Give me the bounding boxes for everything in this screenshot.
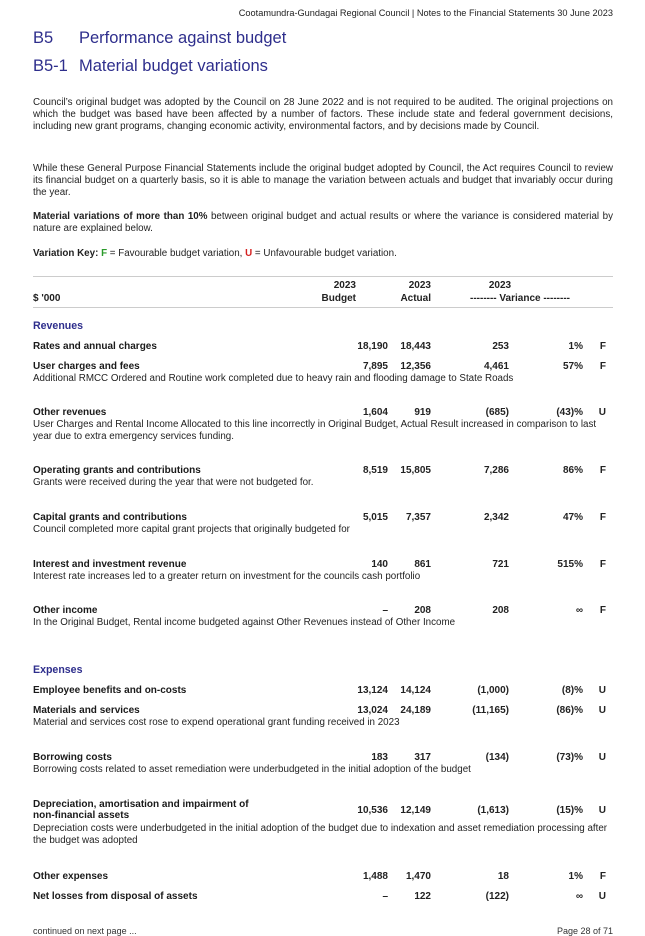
actual-value: 1,470 <box>405 871 431 882</box>
actual-header: Actual <box>400 293 431 304</box>
variance-explanation: Depreciation costs were underbudgeted in the initial adoption of the budget due to indexation and asset remediation processing after the budget was adopted <box>33 823 608 847</box>
variance-value: (685) <box>485 407 509 418</box>
unit-header: $ '000 <box>33 293 61 304</box>
section-title-text: Performance against budget <box>79 29 287 47</box>
variance-flag: F <box>599 512 606 523</box>
variance-explanation: Council completed more capital grant projects that originally budgeted for <box>33 524 350 535</box>
variance-percent: (15)% <box>556 805 583 816</box>
variance-percent: ∞ <box>575 605 583 616</box>
budget-value: 1,488 <box>362 871 388 882</box>
budget-value: 140 <box>371 559 388 570</box>
variance-value: (11,165) <box>472 705 509 716</box>
variance-explanation: Grants were received during the year that were not budgeted for. <box>33 477 314 488</box>
actual-value: 14,124 <box>400 685 431 696</box>
budget-value: – <box>382 891 388 902</box>
variance-percent: (43)% <box>556 407 583 418</box>
budget-value: 10,536 <box>357 805 388 816</box>
variance-flag: U <box>598 705 606 716</box>
variance-flag: U <box>598 805 606 816</box>
actual-value: 919 <box>414 407 431 418</box>
actual-value: 208 <box>414 605 431 616</box>
row-label: Operating grants and contributions <box>33 465 201 476</box>
row-label: Borrowing costs <box>33 752 112 763</box>
variance-value: 7,286 <box>483 465 509 476</box>
expenses-heading: Expenses <box>33 664 83 676</box>
row-label: Depreciation, amortisation and impairment of <box>33 799 249 810</box>
unfavourable-text: = Unfavourable budget variation. <box>252 248 397 259</box>
variance-percent: (8)% <box>561 685 583 696</box>
variance-value: (1,613) <box>477 805 509 816</box>
variance-flag: U <box>598 407 606 418</box>
budget-value: 1,604 <box>362 407 388 418</box>
section-number: B5 <box>33 29 54 47</box>
actual-year-header: 2023 <box>408 280 431 291</box>
subsection-title <box>33 57 268 76</box>
budget-value: 8,519 <box>362 465 388 476</box>
header-bottom-rule <box>33 307 613 308</box>
variance-explanation: Material and services cost rose to expend operational grant funding received in 2023 <box>33 717 400 728</box>
budget-header: Budget <box>321 293 356 304</box>
revenues-heading: Revenues <box>33 320 84 332</box>
actual-value: 12,356 <box>400 361 431 372</box>
unfavourable-flag: U <box>245 248 253 259</box>
variance-flag: F <box>599 341 606 352</box>
variance-flag: U <box>598 752 606 763</box>
row-label: User charges and fees <box>33 361 140 372</box>
row-label: Other revenues <box>33 407 107 418</box>
materiality-rest: between original budget and actual results or where the variance is considered material by nature are explained below. <box>33 211 613 235</box>
budget-value: 5,015 <box>362 512 388 523</box>
row-label: Interest and investment revenue <box>33 559 187 570</box>
variance-percent: 86% <box>562 465 583 476</box>
variance-header: -------- Variance -------- <box>470 293 570 304</box>
variance-flag: F <box>599 361 606 372</box>
variance-percent: (73)% <box>556 752 583 763</box>
variance-flag: U <box>598 685 606 696</box>
budget-value: 7,895 <box>362 361 388 372</box>
variance-value: 253 <box>492 341 509 352</box>
variance-value: (122) <box>485 891 509 902</box>
actual-value: 317 <box>414 752 431 763</box>
variance-percent: 1% <box>568 871 583 882</box>
favourable-flag: F <box>101 248 108 259</box>
budget-value: 13,024 <box>357 705 388 716</box>
row-label: Capital grants and contributions <box>33 512 187 523</box>
variance-percent: 515% <box>557 559 583 570</box>
variance-percent: 47% <box>562 512 583 523</box>
variance-value: 18 <box>497 871 509 882</box>
table-top-rule <box>33 276 613 277</box>
page-header: Cootamundra-Gundagai Regional Council | Notes to the Financial Statements 30 June 2023 <box>238 8 613 18</box>
variation-key-label: Variation Key: <box>33 248 99 259</box>
row-label: Other expenses <box>33 871 109 882</box>
actual-value: 15,805 <box>400 465 431 476</box>
variance-value: 2,342 <box>483 512 509 523</box>
variance-explanation: Additional RMCC Ordered and Routine work completed due to heavy rain and flooding damage to State Roads <box>33 373 514 384</box>
materiality-bold: Material variations of more than 10% <box>33 211 208 222</box>
variance-flag: U <box>598 891 606 902</box>
variance-value: 208 <box>492 605 509 616</box>
variance-flag: F <box>599 605 606 616</box>
variance-percent: ∞ <box>575 891 583 902</box>
budget-value: 183 <box>371 752 388 763</box>
row-label: Net losses from disposal of assets <box>33 891 198 902</box>
variance-value: (134) <box>485 752 509 763</box>
row-label: Materials and services <box>33 705 140 716</box>
variation-key <box>33 248 613 260</box>
variance-explanation: Interest rate increases led to a greater return on investment for the councils cash portfolio <box>33 571 421 582</box>
row-label: Employee benefits and on-costs <box>33 685 187 696</box>
subsection-number: B5-1 <box>33 57 68 75</box>
review-paragraph: While these General Purpose Financial Statements include the original budget adopted by Council, the Act requires Council to review its financial budget on a quarterly basis, so it is able to manage the variation between actuals and budget that invariably occur during the year. <box>33 163 613 199</box>
variance-flag: F <box>599 465 606 476</box>
budget-value: 13,124 <box>357 685 388 696</box>
variance-value: 721 <box>492 559 509 570</box>
row-label: Rates and annual charges <box>33 341 157 352</box>
variance-explanation: In the Original Budget, Rental income budgeted against Other Revenues instead of Other Income <box>33 617 456 628</box>
continued-note: continued on next page ... <box>33 926 137 936</box>
row-label-line2: non-financial assets <box>33 810 130 821</box>
variance-percent: (86)% <box>556 705 583 716</box>
variance-year-header: 2023 <box>488 280 512 291</box>
actual-value: 122 <box>414 891 431 902</box>
variance-flag: F <box>599 559 606 570</box>
page-number: Page 28 of 71 <box>556 926 613 936</box>
budget-value: 18,190 <box>357 341 388 352</box>
budget-year-header: 2023 <box>333 280 356 291</box>
budget-value: – <box>382 605 388 616</box>
variance-value: 4,461 <box>483 361 509 372</box>
actual-value: 861 <box>414 559 431 570</box>
actual-value: 7,357 <box>405 512 431 523</box>
actual-value: 12,149 <box>400 805 431 816</box>
actual-value: 24,189 <box>400 705 431 716</box>
materiality-paragraph <box>33 211 613 235</box>
section-title <box>33 29 286 48</box>
variance-explanation: Borrowing costs related to asset remediation were underbudgeted in the initial adoption of the budget <box>33 764 471 775</box>
variance-explanation: User Charges and Rental Income Allocated to this line incorrectly in Original Budget, Actual Result increased in comparison to last year due to extra emergency services funding. <box>33 419 597 443</box>
subsection-title-text: Material budget variations <box>79 57 268 75</box>
variance-percent: 57% <box>562 361 583 372</box>
intro-paragraph: Council’s original budget was adopted by the Council on 28 June 2022 and is not required to be audited. The original projections on which the budget was based have been affected by a number of factors. These include state and federal government decisions, including new grant programs, changing economic activity, environmental factors, and by decisions made by Council. <box>33 97 613 133</box>
variance-percent: 1% <box>568 341 583 352</box>
row-label: Other income <box>33 605 98 616</box>
variance-value: (1,000) <box>477 685 509 696</box>
variance-flag: F <box>599 871 606 882</box>
favourable-text: = Favourable budget variation, <box>107 248 246 259</box>
actual-value: 18,443 <box>400 341 431 352</box>
